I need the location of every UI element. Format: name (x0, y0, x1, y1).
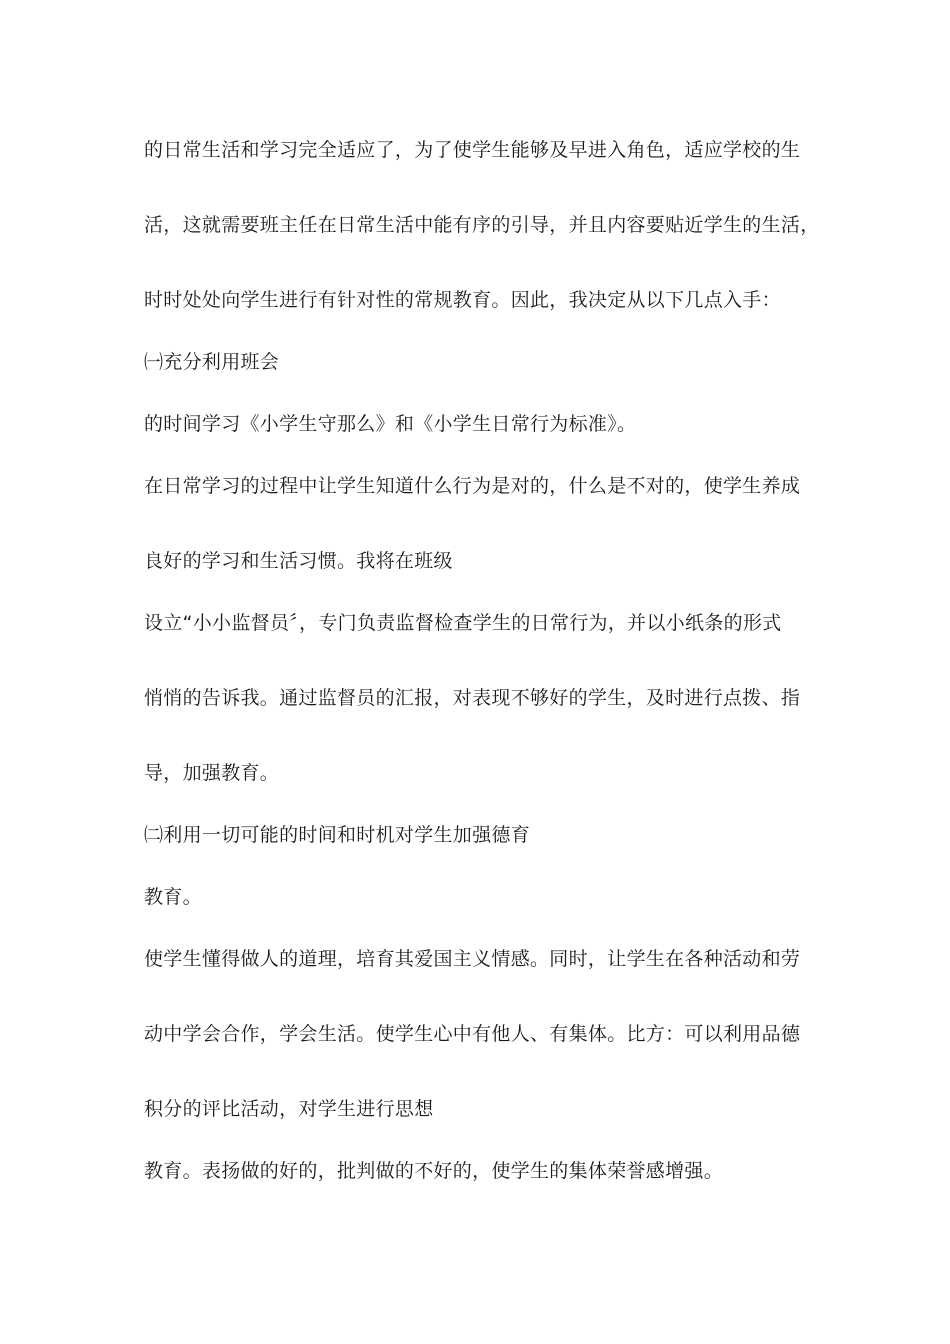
text-line: 的日常生活和学习完全适应了，为了使学生能够及早进入角色，适应学校的生 (144, 139, 801, 161)
text-line: 活，这就需要班主任在日常生活中能有序的引导，并且内容要贴近学生的生活， (144, 214, 820, 236)
text-line: 教育。 (144, 886, 202, 908)
text-line: 悄悄的告诉我。通过监督员的汇报，对表现不够好的学生，及时进行点拨、指 (144, 687, 801, 709)
text-line: 时时处处向学生进行有针对性的常规教育。因此，我决定从以下几点入手： (144, 289, 781, 311)
text-line: 动中学会合作，学会生活。使学生心中有他人、有集体。比方：可以利用品德 (144, 1023, 801, 1045)
text-line: 教育。表扬做的好的，批判做的不好的，使学生的集体荣誉感增强。 (144, 1160, 724, 1182)
text-line: 良好的学习和生活习惯。我将在班级 (144, 550, 453, 572)
text-line: 的时间学习《小学生守那么》和《小学生日常行为标准》。 (144, 413, 637, 435)
text-line: 使学生懂得做人的道理，培育其爱国主义情感。同时，让学生在各种活动和劳 (144, 948, 801, 970)
section-heading: ㈠充分利用班会 (144, 351, 280, 373)
text-line: 导，加强教育。 (144, 762, 280, 784)
section-heading: ㈡利用一切可能的时间和时机对学生加强德育 (144, 824, 531, 846)
text-line: 设立“小小监督员〞，专门负责监督检查学生的日常行为，并以小纸条的形式 (144, 612, 782, 634)
text-line: 在日常学习的过程中让学生知道什么行为是对的，什么是不对的，使学生养成 (144, 475, 801, 497)
text-line: 积分的评比活动，对学生进行思想 (144, 1098, 434, 1120)
